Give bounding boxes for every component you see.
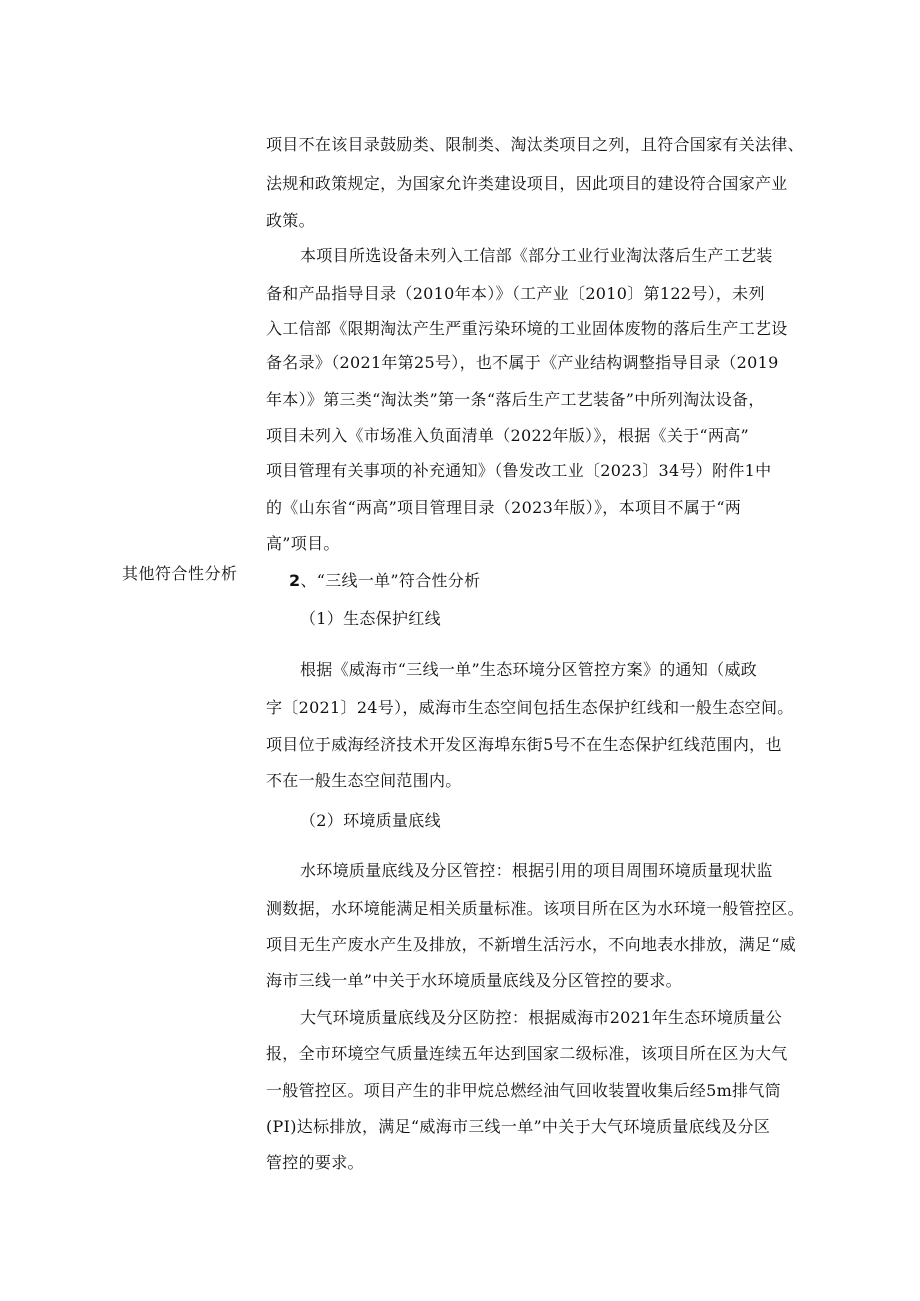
text-line-25: 报，全市环境空气质量连续五年达到国家二级标准，该项目所在区为大气 (266, 1044, 788, 1063)
text-line-26: 一般管控区。项目产生的非甲烷总燃经油气回收装置收集后经5m排气筒 (266, 1081, 781, 1100)
text-line-7: 备名录》（2021年第25号），也不属于《产业结构调整指导目录（2019 (266, 353, 779, 372)
text-line-2: 法规和政策规定，为国家允许类建设项目，因此项目的建设符合国家产业 (266, 174, 788, 193)
text-line-16: 字〔2021〕24号），威海市生态空间包括生态保护红线和一般生态空间。 (266, 698, 794, 717)
text-line-11: 的《山东省“两高”项目管理目录（2023年版）》，本项目不属于“两 (266, 498, 742, 517)
section-number: 2 (289, 571, 301, 590)
text-line-1: 项目不在该目录鼓励类、限制类、淘汰类项目之列，且符合国家有关法律、 (266, 135, 804, 154)
section-heading-2 (289, 570, 480, 592)
text-line-6: 入工信部《限期淘汰产生严重污染环境的工业固体废物的落后生产工艺设 (266, 319, 788, 338)
text-line-22: 项目无生产废水产生及排放，不新增生活污水，不向地表水排放，满足“威 (266, 935, 797, 954)
text-line-21: 测数据，水环境能满足相关质量标准。该项目所在区为水环境一般管控区。 (266, 899, 804, 918)
section-title: 、“三线一单”符合性分析 (300, 571, 481, 590)
text-line-10: 项目管理有关事项的补充通知》（鲁发改工业〔2023〕34号）附件1中 (266, 461, 772, 480)
text-line-27: (PI)达标排放，满足“威海市三线一单”中关于大气环境质量底线及分区 (266, 1117, 771, 1136)
text-line-5: 备和产品指导目录（2010年本）》（工产业〔2010〕第122号），未列 (266, 284, 765, 303)
subheading-1: （1）生态保护红线 (300, 609, 441, 628)
text-line-28: 管控的要求。 (266, 1153, 364, 1172)
side-label: 其他符合性分析 (122, 564, 238, 583)
text-line-4: 本项目所选设备未列入工信部《部分工业行业淘汰落后生产工艺装 (300, 246, 773, 265)
text-line-15: 根据《威海市“三线一单”生态环境分区管控方案》的通知（威政 (300, 660, 758, 679)
text-line-17: 项目位于威海经济技术开发区海埠东街5号不在生态保护红线范围内，也 (266, 735, 782, 754)
subheading-2: （2）环境质量底线 (300, 811, 441, 830)
text-line-8: 年本）》第三类“淘汰类”第一条“落后生产工艺装备”中所列淘汰设备， (266, 390, 765, 409)
text-line-18: 不在一般生态空间范围内。 (266, 771, 462, 790)
text-line-20: 水环境质量底线及分区管控：根据引用的项目周围环境质量现状监 (300, 861, 773, 880)
text-line-9: 项目未列入《市场准入负面清单（2022年版）》，根据《关于“两高” (266, 426, 749, 445)
text-line-24: 大气环境质量底线及分区防控：根据威海市2021年生态环境质量公 (300, 1008, 783, 1027)
text-line-3: 政策。 (266, 211, 315, 230)
text-line-23: 海市三线一单”中关于水环境质量底线及分区管控的要求。 (266, 971, 682, 990)
text-line-12: 高”项目。 (266, 534, 340, 553)
